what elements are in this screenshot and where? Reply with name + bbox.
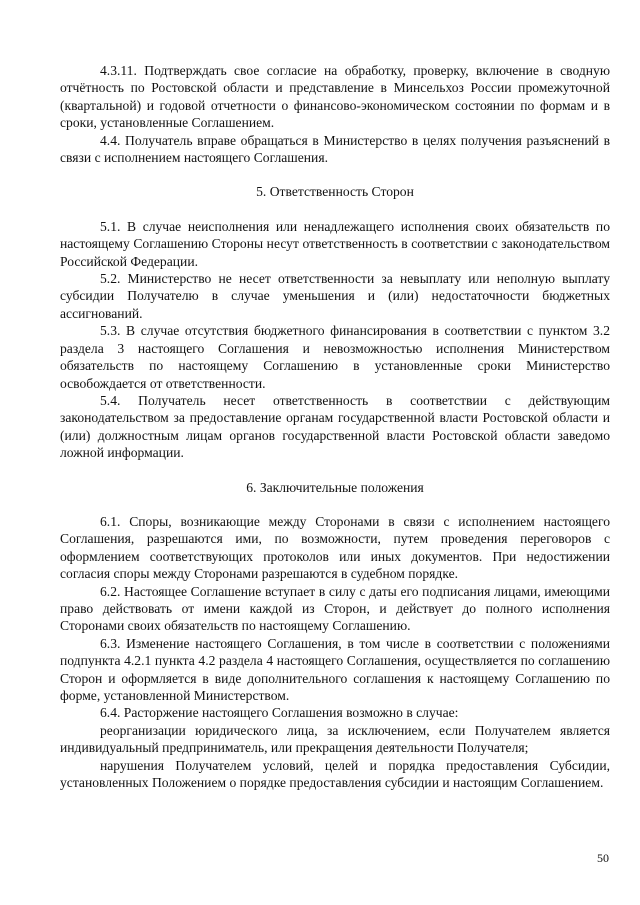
paragraph-5-1: 5.1. В случае неисполнения или ненадлежащего исполнения своих обязательств по настоящему Соглашению Стороны несут ответственность в соответствии с законодательством Российской Федерации. <box>60 218 610 269</box>
paragraph-6-4: 6.4. Расторжение настоящего Соглашения возможно в случае: <box>100 705 459 721</box>
section-6-heading: 6. Заключительные положения <box>246 479 424 495</box>
paragraph-6-4-item-reorganization: реорганизации юридического лица, за исключением, если Получателем является индивидуальный предприниматель, или прекращения деятельности Получателя; <box>60 722 610 756</box>
paragraph-5-2: 5.2. Министерство не несет ответственности за невыплату или неполную выплату субсидии Получателю в случае уменьшения и (или) недостаточности бюджетных ассигнований. <box>60 271 610 321</box>
document-page <box>60 62 610 791</box>
paragraph-6-2: 6.2. Настоящее Соглашение вступает в силу с даты его подписания лицами, имеющими право действовать от имени каждой из Сторон, и действует до полного исполнения Сторонами своих обязательств по настоящему Соглашению. <box>60 583 610 634</box>
paragraph-4-3-11: 4.3.11. Подтверждать свое согласие на обработку, проверку, включение в сводную отчётность по Ростовской области и представление в Минсельхоз России промежуточной (квартальной) и годовой отчетности о финансово-экономическом состоянии по формам и в сроки, установленные Соглашением. <box>60 63 610 131</box>
paragraph-6-1: 6.1. Споры, возникающие между Сторонами в связи с исполнением настоящего Соглашения, разрешаются ими, по возможности, путем проведения переговоров с оформлением соответствующих протоколов или иных документов. При недостижении согласия споры между Сторонами разрешаются в судебном порядке. <box>60 513 610 582</box>
paragraph-6-3: 6.3. Изменение настоящего Соглашения, в том числе в соответствии с положениями подпункта 4.2.1 пункта 4.2 раздела 4 настоящего Соглашения, осуществляется по соглашению Сторон и оформляется в виде дополнительного соглашения к настоящему Соглашению по форме, установленной Министерством. <box>60 635 610 703</box>
paragraph-5-3: 5.3. В случае отсутствия бюджетного финансирования в соответствии с пунктом 3.2 раздела 3 настоящего Соглашения и невозможностью исполнения Министерством обязательств по настоящему Соглашению в установленные сроки Министерство освобождается от ответственности. <box>60 323 610 391</box>
paragraph-4-4: 4.4. Получатель вправе обращаться в Министерство в целях получения разъяснений в связи с исполнением настоящего Соглашения. <box>60 132 610 166</box>
section-5-heading: 5. Ответственность Сторон <box>256 184 414 200</box>
paragraph-6-4-item-violation: нарушения Получателем условий, целей и порядка предоставления Субсидии, установленных Положением о порядке предоставления субсидии и настоящим Соглашением. <box>60 757 610 791</box>
page-number: 50 <box>597 851 609 865</box>
paragraph-5-4: 5.4. Получатель несет ответственность в соответствии с действующим законодательством за предоставление органам государственной власти Ростовской области и (или) должностным лицам органов государственной власти Ростовской области заведомо ложной информации. <box>60 392 610 461</box>
